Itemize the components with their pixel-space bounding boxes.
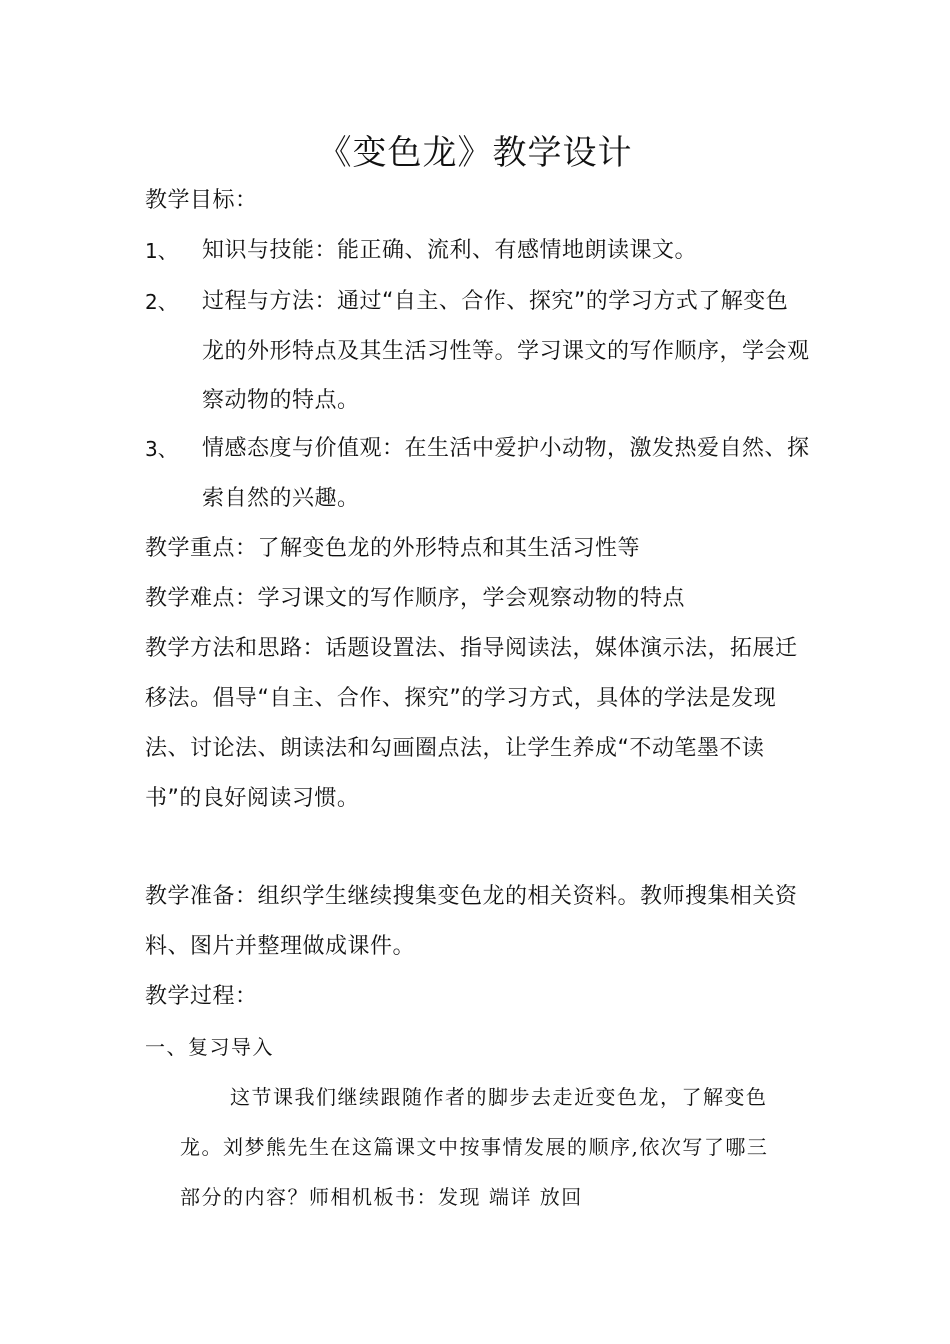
objective-3-line-1: 情感态度与价值观：在生活中爱护小动物，激发热爱自然、探: [202, 436, 810, 461]
methods-line-4: 书”的良好阅读习惯。: [145, 786, 360, 811]
difficulty: 教学难点：学习课文的写作顺序，学会观察动物的特点: [145, 586, 686, 611]
methods-line-2: 移法。倡导“自主、合作、探究”的学习方式，具体的学法是发现: [145, 686, 777, 711]
document-title: 《变色龙》教学设计: [317, 133, 633, 173]
objective-1-number: 1、: [145, 239, 178, 263]
key-point: 教学重点：了解变色龙的外形特点和其生活习性等: [145, 536, 641, 561]
section-1-body-line-2: 龙。刘梦熊先生在这篇课文中按事情发展的顺序,依次写了哪三: [180, 1135, 769, 1159]
preparation-line-1: 教学准备：组织学生继续搜集变色龙的相关资料。教师搜集相关资: [145, 884, 798, 909]
objective-2-number: 2、: [145, 290, 178, 314]
preparation-line-2: 料、图片并整理做成课件。: [145, 934, 416, 959]
section-1-body-line-3: 部分的内容？师相机板书：发现 端详 放回: [180, 1185, 583, 1209]
methods-line-3: 法、讨论法、朗读法和勾画圈点法，让学生养成“不动笔墨不读: [145, 736, 765, 761]
objectives-heading: 教学目标：: [145, 188, 258, 213]
process-heading: 教学过程：: [145, 984, 258, 1009]
objective-2-line-2: 龙的外形特点及其生活习性等。学习课文的写作顺序，学会观: [202, 339, 810, 364]
objective-1-line-1: 知识与技能：能正确、流利、有感情地朗读课文。: [202, 238, 698, 263]
objective-2-line-3: 察动物的特点。: [202, 388, 360, 413]
section-1-body-line-1: 这节课我们继续跟随作者的脚步去走近变色龙，了解变色: [230, 1085, 768, 1109]
objective-2-line-1: 过程与方法：通过“自主、合作、探究”的学习方式了解变色: [202, 289, 789, 314]
methods-line-1: 教学方法和思路：话题设置法、指导阅读法，媒体演示法，拓展迁: [145, 636, 798, 661]
objective-3-line-2: 索自然的兴趣。: [202, 486, 360, 511]
section-1-heading: 一、复习导入: [145, 1035, 274, 1059]
objective-3-number: 3、: [145, 437, 178, 461]
